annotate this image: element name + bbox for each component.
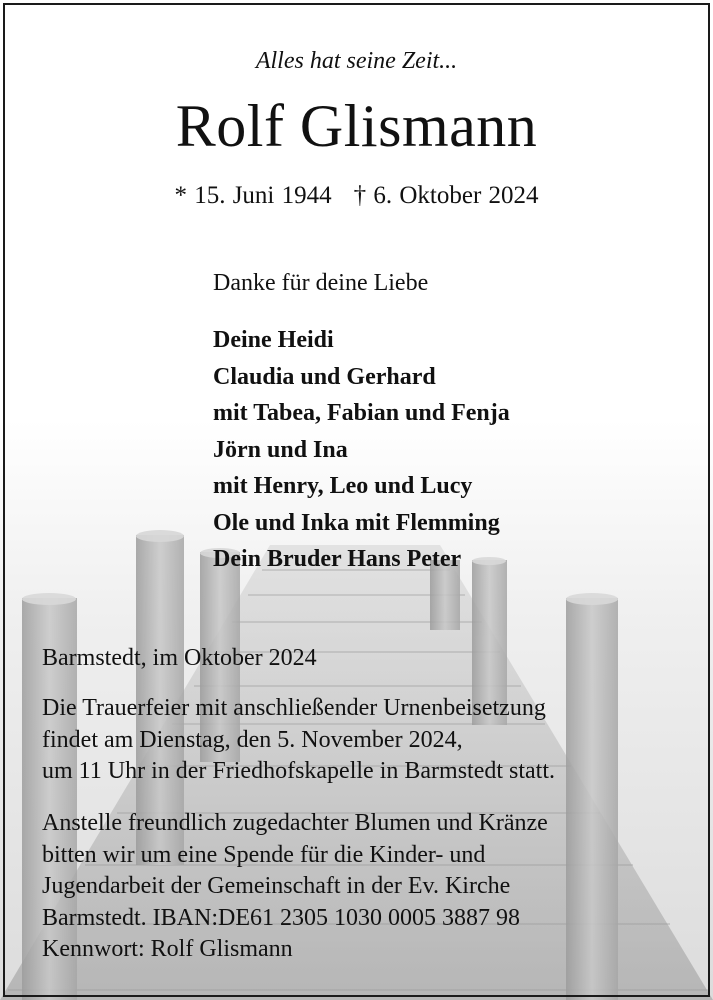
- deceased-name: Rolf Glismann: [175, 93, 538, 159]
- mourners-list: [213, 322, 510, 578]
- ceremony-line: findet am Dienstag, den 5. November 2024,: [42, 726, 463, 753]
- place-and-date: Barmstedt, im Oktober 2024: [42, 645, 317, 671]
- mourner: Claudia und Gerhard: [213, 363, 436, 390]
- life-dates: [0, 182, 713, 210]
- donation-line: Jugendarbeit der Gemeinschaft in der Ev. Kirche: [42, 873, 511, 899]
- birth-date: * 15. Juni 1944: [174, 182, 332, 209]
- mourner: Dein Bruder Hans Peter: [213, 546, 462, 572]
- mourner: mit Tabea, Fabian und Fenja: [213, 400, 510, 426]
- mourner: mit Henry, Leo und Lucy: [213, 473, 473, 499]
- ceremony-line: um 11 Uhr in der Friedhofskapelle in Barmstedt statt.: [42, 758, 556, 784]
- ceremony-line: Die Trauerfeier mit anschließender Urnenbeisetzung: [42, 695, 546, 721]
- donation-line: Kennwort: Rolf Glismann: [42, 936, 293, 962]
- mourner: Jörn und Ina: [213, 436, 348, 463]
- mourner: Ole und Inka mit Flemming: [213, 509, 500, 536]
- thanks-line: Danke für deine Liebe: [213, 270, 429, 296]
- death-date: † 6. Oktober 2024: [353, 182, 539, 209]
- donation-paragraph: [42, 808, 548, 966]
- donation-line: bitten wir um eine Spende für die Kinder- und: [42, 841, 486, 868]
- donation-line: Anstelle freundlich zugedachter Blumen und Kränze: [42, 810, 548, 836]
- mourner: Deine Heidi: [213, 327, 334, 353]
- donation-line: Barmstedt. IBAN:DE61 2305 1030 0005 3887 98: [42, 904, 520, 931]
- motto: Alles hat seine Zeit...: [255, 48, 458, 74]
- ceremony-paragraph: [42, 693, 555, 788]
